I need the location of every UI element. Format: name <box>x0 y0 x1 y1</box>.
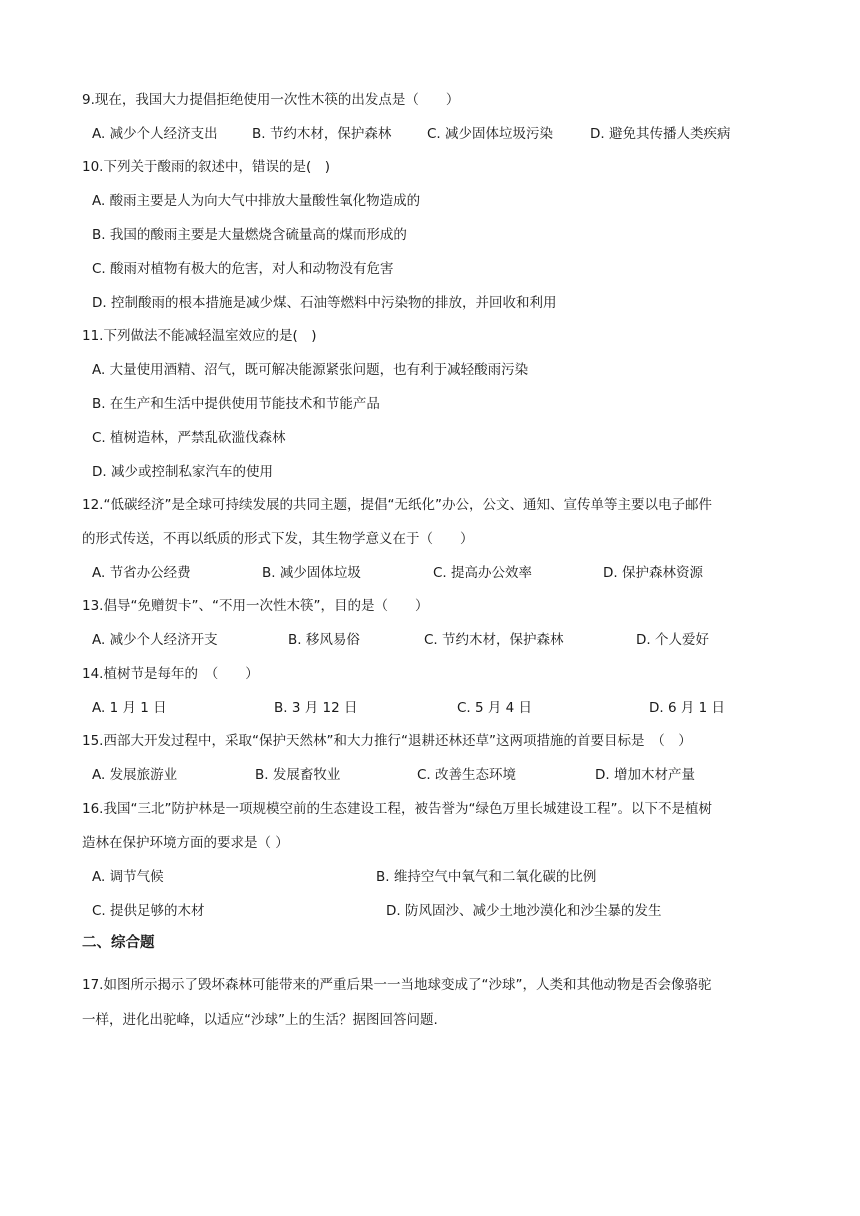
q12-option-d: D. 保护森林资源 <box>603 565 703 581</box>
q10-option-d: D. 控制酸雨的根本措施是减少煤、石油等燃料中污染物的排放，并回收和利用 <box>92 295 557 311</box>
question-17-stem-line1: 17.如图所示揭示了毁坏森林可能带来的严重后果一一当地球变成了“沙球”，人类和其他动物是否会像骆驼 <box>82 977 712 993</box>
q16-option-a: A. 调节气候 <box>92 869 164 885</box>
q9-option-d: D. 避免其传播人类疾病 <box>590 126 731 142</box>
q13-option-d: D. 个人爱好 <box>636 632 709 648</box>
question-16-stem-line1: 16.我国“三北”防护林是一项规模空前的生态建设工程，被告誉为“绿色万里长城建设工程”。以下不是植树 <box>82 801 712 817</box>
q10-option-a: A. 酸雨主要是人为向大气中排放大量酸性氧化物造成的 <box>92 193 421 209</box>
q14-option-d: D. 6 月 1 日 <box>649 700 726 716</box>
q13-option-c: C. 节约木材，保护森林 <box>424 632 564 648</box>
q15-option-c: C. 改善生态环境 <box>417 767 517 783</box>
q11-option-b: B. 在生产和生活中提供使用节能技术和节能产品 <box>92 396 380 412</box>
q11-option-a: A. 大量使用酒精、沼气，既可解决能源紧张问题，也有利于减轻酸雨污染 <box>92 362 529 378</box>
q14-option-c: C. 5 月 4 日 <box>457 700 533 716</box>
q12-option-c: C. 提高办公效率 <box>433 565 533 581</box>
question-12-stem-line2: 的形式传送，不再以纸质的形式下发，其生物学意义在于（ ） <box>82 531 474 547</box>
question-12-stem-line1: 12.“低碳经济”是全球可持续发展的共同主题，提倡“无纸化”办公，公文、通知、宣传单等主要以电子邮件 <box>82 497 712 513</box>
q15-option-a: A. 发展旅游业 <box>92 767 178 783</box>
q14-option-b: B. 3 月 12 日 <box>274 700 358 716</box>
q10-option-c: C. 酸雨对植物有极大的危害，对人和动物没有危害 <box>92 261 394 277</box>
q10-option-b: B. 我国的酸雨主要是大量燃烧含硫量高的煤而形成的 <box>92 227 407 243</box>
q12-option-b: B. 减少固体垃圾 <box>262 565 361 581</box>
q9-option-c: C. 减少固体垃圾污染 <box>427 126 554 142</box>
q16-option-d: D. 防风固沙、减少土地沙漠化和沙尘暴的发生 <box>386 903 662 919</box>
question-10-stem: 10.下列关于酸雨的叙述中，错误的是( ) <box>82 159 331 175</box>
section-heading-comprehensive: 二、综合题 <box>82 935 155 951</box>
q16-option-c: C. 提供足够的木材 <box>92 903 205 919</box>
q13-option-b: B. 移风易俗 <box>288 632 360 648</box>
question-16-stem-line2: 造林在保护环境方面的要求是（ ） <box>82 835 289 851</box>
q14-option-a: A. 1 月 1 日 <box>92 700 167 716</box>
q9-option-b: B. 节约木材，保护森林 <box>252 126 392 142</box>
question-14-stem: 14.植树节是每年的 （ ） <box>82 666 259 682</box>
q11-option-c: C. 植树造林，严禁乱砍滥伐森林 <box>92 430 286 446</box>
question-15-stem: 15.西部大开发过程中，采取“保护天然林”和大力推行“退耕还林还草”这两项措施的首要目标是 （ ） <box>82 733 692 749</box>
question-11-stem: 11.下列做法不能减轻温室效应的是( ) <box>82 328 317 344</box>
q11-option-d: D. 减少或控制私家汽车的使用 <box>92 464 273 480</box>
question-9-stem: 9.现在，我国大力提倡拒绝使用一次性木筷的出发点是（ ） <box>82 92 460 108</box>
q13-option-a: A. 减少个人经济开支 <box>92 632 218 648</box>
question-13-stem: 13.倡导“免赠贺卡”、“不用一次性木筷”，目的是（ ） <box>82 598 429 614</box>
q15-option-d: D. 增加木材产量 <box>595 767 695 783</box>
q15-option-b: B. 发展畜牧业 <box>255 767 341 783</box>
q16-option-b: B. 维持空气中氧气和二氧化碳的比例 <box>376 869 597 885</box>
q9-option-a: A. 减少个人经济支出 <box>92 126 218 142</box>
q12-option-a: A. 节省办公经费 <box>92 565 191 581</box>
question-17-stem-line2: 一样，进化出驼峰，以适应“沙球”上的生活？据图回答问题. <box>82 1012 438 1028</box>
